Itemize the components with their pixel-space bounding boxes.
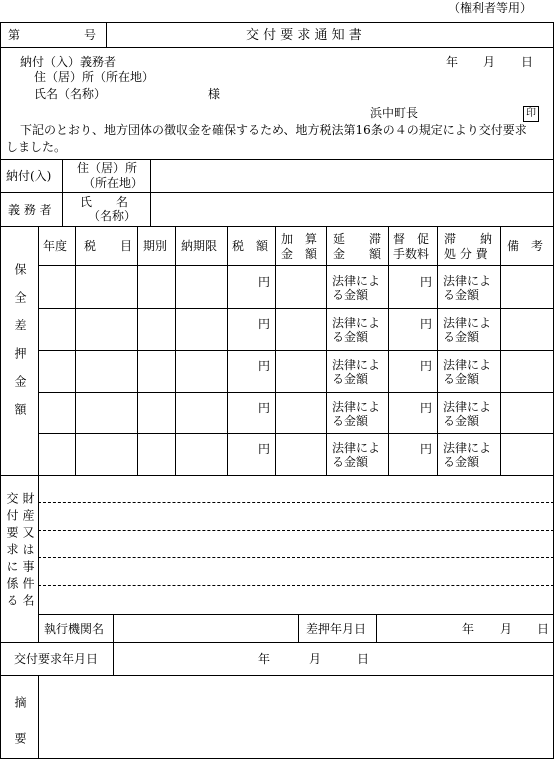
table-row-fee-yen: 円 bbox=[420, 317, 433, 331]
header-reminder-fee-line1: 督 促 bbox=[393, 232, 430, 246]
notice-year-label: 年 bbox=[446, 55, 459, 69]
obligor-name-line1: 氏 名 bbox=[80, 195, 129, 209]
summary-section bbox=[0, 675, 554, 759]
table-row-delinquency-legal-1: 法律によ bbox=[332, 400, 381, 414]
summary-label: 摘 要 bbox=[13, 696, 27, 750]
seizure-year-label: 年 bbox=[462, 622, 475, 636]
rights-holder-note: （権利者等用） bbox=[448, 1, 533, 15]
body-text-line2: しました。 bbox=[6, 140, 67, 154]
request-day-label: 日 bbox=[357, 652, 370, 666]
header-period: 期別 bbox=[143, 239, 168, 253]
table-row-tax-yen: 円 bbox=[258, 401, 271, 415]
header-delinquency-line1: 延 滞 bbox=[333, 232, 382, 246]
table-row-delinquency-legal-2: る金額 bbox=[332, 372, 369, 386]
table-row-fee-yen: 円 bbox=[420, 442, 433, 456]
address-label: 住（居）所（所在地） bbox=[34, 70, 155, 84]
header-reminder-fee-line2: 手数料 bbox=[393, 247, 430, 261]
table-row-fee-yen: 円 bbox=[420, 275, 433, 289]
document-title: 交 付 要 求 通 知 書 bbox=[246, 28, 362, 43]
table-row-disposal-legal-2: る金額 bbox=[443, 455, 480, 469]
seizure-amount-side-label: 保全差押金額 bbox=[13, 263, 27, 431]
table-row-tax-yen: 円 bbox=[258, 442, 271, 456]
header-delinquency-line2: 金 額 bbox=[333, 247, 382, 261]
table-row-tax-yen: 円 bbox=[258, 317, 271, 331]
header-tax-amount: 税 額 bbox=[232, 239, 269, 253]
obligor-address-line2: （所在地） bbox=[83, 176, 144, 190]
header-disposal-cost-line2: 処 分 費 bbox=[444, 247, 488, 261]
notice-day-label: 日 bbox=[521, 55, 534, 69]
header-due-date: 納期限 bbox=[181, 239, 218, 253]
obligor-label-line1: 納付(入) bbox=[6, 169, 52, 183]
table-row-disposal-legal-2: る金額 bbox=[443, 288, 480, 302]
table-row-tax-yen: 円 bbox=[258, 275, 271, 289]
request-month-label: 月 bbox=[309, 652, 322, 666]
table-row-disposal-legal-2: る金額 bbox=[443, 372, 480, 386]
table-row-disposal-legal-1: 法律によ bbox=[443, 316, 492, 330]
official-seal: 印 bbox=[523, 106, 539, 122]
header-remarks: 備 考 bbox=[507, 239, 544, 253]
request-year-label: 年 bbox=[258, 652, 271, 666]
table-row-fee-yen: 円 bbox=[420, 359, 433, 373]
table-row-tax-yen: 円 bbox=[258, 359, 271, 373]
table-row-delinquency-legal-1: 法律によ bbox=[332, 358, 381, 372]
table-row-delinquency-legal-2: る金額 bbox=[332, 455, 369, 469]
table-row-delinquency-legal-1: 法律によ bbox=[332, 274, 381, 288]
table-row-disposal-legal-1: 法律によ bbox=[443, 441, 492, 455]
seizure-month-label: 月 bbox=[500, 622, 513, 636]
seizure-date-label: 差押年月日 bbox=[306, 622, 367, 636]
table-row-delinquency-legal-1: 法律によ bbox=[332, 316, 381, 330]
table-row-fee-yen: 円 bbox=[420, 401, 433, 415]
header-addition-line2: 金 額 bbox=[281, 247, 318, 261]
honorific: 様 bbox=[208, 87, 221, 101]
header-tax-item: 税 目 bbox=[84, 239, 133, 253]
property-side-label-col2: 交付要求に係る bbox=[5, 492, 19, 611]
table-row-disposal-legal-2: る金額 bbox=[443, 414, 480, 428]
seizure-day-label: 日 bbox=[537, 622, 550, 636]
name-label: 氏名（名称） bbox=[34, 87, 107, 101]
table-row-disposal-legal-1: 法律によ bbox=[443, 274, 492, 288]
table-row-disposal-legal-1: 法律によ bbox=[443, 358, 492, 372]
body-text-line1: 下記のとおり、地方団体の徴収金を確保するため、地方税法第16条の４の規定により交付要求 bbox=[20, 123, 527, 137]
table-row-delinquency-legal-2: る金額 bbox=[332, 288, 369, 302]
table-row-disposal-legal-2: る金額 bbox=[443, 330, 480, 344]
header-addition-line1: 加 算 bbox=[281, 232, 318, 246]
table-row-delinquency-legal-2: る金額 bbox=[332, 414, 369, 428]
issuer-name: 浜中町長 bbox=[370, 106, 419, 120]
enforcement-agency-label: 執行機関名 bbox=[44, 622, 105, 636]
table-row-disposal-legal-1: 法律によ bbox=[443, 400, 492, 414]
property-section bbox=[0, 475, 554, 643]
obligor-label-line2: 義 務 者 bbox=[8, 203, 52, 217]
amount-table bbox=[0, 226, 554, 476]
header-year: 年度 bbox=[43, 239, 68, 253]
property-side-label-col1: 財産又は事件名 bbox=[21, 492, 35, 611]
obligor-name-line2: （名称） bbox=[88, 209, 137, 223]
number-prefix: 第 bbox=[8, 28, 21, 42]
table-row-delinquency-legal-2: る金額 bbox=[332, 330, 369, 344]
table-row-delinquency-legal-1: 法律によ bbox=[332, 441, 381, 455]
obligor-address-line1: 住（居）所 bbox=[77, 161, 138, 175]
payer-label: 納付（入）義務者 bbox=[20, 55, 117, 69]
notice-month-label: 月 bbox=[483, 55, 496, 69]
number-suffix: 号 bbox=[84, 28, 97, 42]
request-date-label: 交付要求年月日 bbox=[14, 652, 99, 666]
header-disposal-cost-line1: 滞 納 bbox=[444, 232, 493, 246]
